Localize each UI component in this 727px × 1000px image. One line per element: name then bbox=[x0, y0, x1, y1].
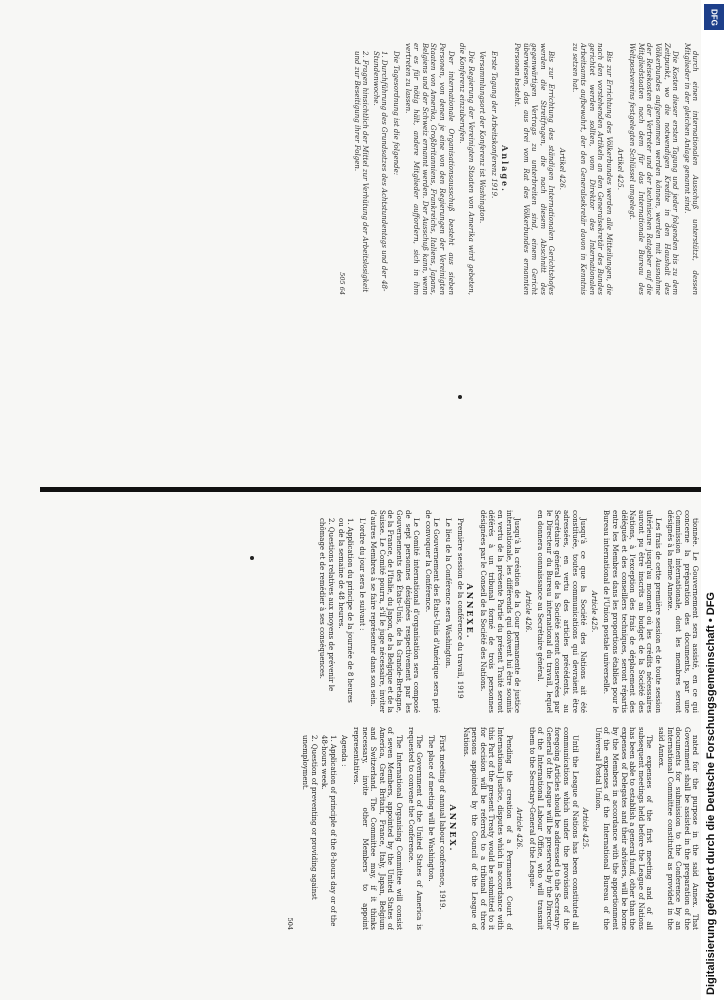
paragraph: Le Gouvernement des États-Unis d'Amérique sera prié de convoquer la Conférence. bbox=[423, 510, 441, 713]
list-item: 2. Question of preventing or providing against unemployment. bbox=[301, 735, 318, 900]
agenda-list bbox=[300, 727, 336, 930]
list-item: 1. Application of principle of the 8-hours day or of the 48-hours week. bbox=[320, 735, 337, 927]
paragraph: Pending the creation of a Permanent Court of International Justice, disputes which in accordance with this Part of the present Treaty would be submitted to it for decision will be referred to a tribunal of three persons appointed by the Council of the League of Nations. bbox=[461, 727, 513, 930]
agenda-list bbox=[352, 43, 388, 295]
paragraph: Jusqu'à la création de la Cour permanente de justice internationale, les différends qui doivent lui être soumis en vertu de la présente Partie du présent Traité seront déférés à un tribunal formé de trois personnes désignées par le Conseil de la Société des Nations. bbox=[478, 510, 522, 713]
paragraph: Jusqu'à ce que la Société des Nations ait été constituée, toutes communications qui devraient être adressées, en vertu des articles précédents, au Secrétaire général de la Société seront conservées par le Directeur du Bureau international du travail, lequel en donnera connaissance au Secrétaire général. bbox=[536, 510, 588, 713]
page-footer-number: 504 bbox=[286, 917, 295, 930]
paragraph: Die Tagesordnung ist die folgende: bbox=[392, 51, 400, 176]
article-heading: Article 425. bbox=[581, 807, 590, 850]
paragraph: The place of meeting will be Washington. bbox=[426, 735, 435, 882]
paragraph: Der internationale Organisationsausschuß besteht aus sieben Personen, von denen je eine von den Regierungen der Vereinigten Staaten von Amerika, Großbritanniens, Frankreichs, Italiens, Japans, Belgiens und der Schweiz ernannt werden. Der Ausschuß kann, wenn er es für nötig hält, andere Mitglieder auffordern, sich in ihm vertreten zu lassen. bbox=[403, 43, 455, 295]
list-item: 2. Questions relatives aux moyens de prévenir le chômage et de remédier à ses conséquences. bbox=[318, 518, 335, 692]
bullet-mark bbox=[458, 395, 462, 399]
annex-heading: ANNEX. bbox=[447, 804, 458, 853]
paragraph: Die Kosten dieser ersten Tagung und jeder folgenden bis zu dem Zeitpunkt, wo die notwendigen Kredite in den Haushalt des Völkerbundes aufgenommen werden können, werden mit Ausnahme der Reisekosten der Vertreter und der technischen Ratgeber auf die Mitgliedstaaten nach dem für das Internationale Bureau des Weltpostvereins festgelegten Schlüssel umgelegt. bbox=[628, 43, 680, 295]
list-item: 1. Application du principe de la journée de 8 heures ou de la semaine de 48 heures. bbox=[337, 518, 355, 703]
paragraph: Première session de la conférence du travail, 1919 bbox=[455, 518, 464, 699]
dfg-sidebar bbox=[701, 0, 727, 1000]
article-heading: Article 426. bbox=[515, 807, 524, 850]
annex-heading: ANNEXE. bbox=[465, 583, 476, 640]
bullet-mark bbox=[250, 556, 254, 560]
paragraph: Les frais de cette première session et de toute session ultérieure jusqu'au moment où les crédits nécessaires auront pu être inscrits au budget de la Société des Nations, à l'exception des frais de déplacement des délégués et des conseillers techniques, seront répartis entre les Membres dans les proportions établies pour le Bureau international de l'Union postale universelle. bbox=[602, 510, 663, 713]
paragraph: Bis zur Errichtung des Völkerbundes werden alle Mitteilungen, die nach den vorstehenden Artikeln an den Generalsekretär des Bundes gerichtet werden sollten, vom Direktor des Internationalen Arbeitsamts aufbewahrt, der den Generalsekretär davon in Kenntnis zu setzen hat. bbox=[570, 43, 614, 295]
column-french bbox=[62, 510, 699, 713]
column-german bbox=[337, 43, 699, 295]
paragraph: tionnée. Le Gouvernement sera assisté, en ce qui concerne la préparation des documents, par une Commission internationale, dont les membres seront désignés à la même Annexe. bbox=[665, 510, 700, 713]
paragraph: nated for the purpose in the said Annex. That Government shall be assisted in the preparation of the documents for submission to the Conference by an International Committee constituted as provided in the said Annex. bbox=[657, 727, 700, 930]
paragraph: The International Organising Committee will consist of seven Members, appointed by the United States of America, Great Britain, France, Italy, Japan, Belgium and Switzerland. The Committee may, if it thinks necessary, invite other Members to appoint representatives. bbox=[352, 727, 403, 930]
paragraph: Bis zur Errichtung des ständigen Internationalen Gerichtshofes werden die Streitfragen, die nach diesem Abschnitt des gegenwärtigen Vertrags zu unterbreiten sind, einem Gericht überwiesen, das aus drei vom Rat des Völkerbundes ernannten Personen besteht. bbox=[513, 43, 556, 295]
dfg-credit-text: Digitalisierung gefördert durch die Deutsche Forschungsgemeinschaft • DFG bbox=[705, 592, 717, 995]
paragraph: Until the League of Nations has been constituted all communications which under the provisions of the foregoing Articles should be addressed to the Secretary-General of the League will be preserved by the Director of the International Labour Office, who will transmit them to the Secretary-General of the League. bbox=[527, 727, 579, 930]
paragraph: Versammlungsort der Konferenz ist Washington. bbox=[478, 51, 487, 224]
paragraph: Agenda : bbox=[340, 735, 349, 767]
list-item: 1. Durchführung des Grundsatzes des Achtstundentags und der 48-Stundenwoche. bbox=[371, 51, 389, 292]
paragraph: First meeting of annual labour conference, 1919. bbox=[438, 735, 447, 910]
page-fr-en bbox=[62, 510, 712, 930]
paragraph: The Government of the United States of America is requested to convene the Conference. bbox=[406, 727, 424, 930]
paragraph: L'ordre du jour sera le suivant : bbox=[357, 518, 366, 631]
paragraph: Erste Tagung der Arbeitskonferenz 1919. bbox=[489, 51, 498, 199]
page-footer-number: 505 64 bbox=[338, 272, 347, 295]
article-heading: Article 425. bbox=[589, 590, 598, 633]
page-gutter-divider bbox=[40, 487, 702, 492]
paragraph: Die Regierung der Vereinigten Staaten von Amerika wird gebeten, die Konferenz einzuberufen. bbox=[458, 43, 475, 295]
column-english bbox=[62, 727, 699, 930]
page-german bbox=[52, 43, 712, 463]
agenda-list bbox=[318, 510, 354, 713]
paragraph: durch einen internationalen Ausschuß unterstützt, dessen Mitglieder in der gleichen Anlage genannt sind. bbox=[682, 43, 700, 295]
annex-heading: Anlage. bbox=[499, 145, 510, 193]
paragraph: Le lieu de la Conférence sera Washington. bbox=[443, 518, 452, 669]
paragraph: The expenses of the first meeting and of all subsequent meetings held before the League of Nations has been able to establish a general fund, other than the expenses of Delegates and their advisers, will be borne by the Members in accordance with the apportionment of the expenses of the International Bureau of the Universal Postal Union. bbox=[593, 727, 654, 930]
list-item: 2. Fragen hinsichtlich der Mittel zur Verhütung der Arbeitslosigkeit und zur Beseitigung ihrer Folgen. bbox=[352, 51, 370, 293]
article-heading: Artikel 426. bbox=[558, 148, 567, 190]
article-heading: Artikel 425. bbox=[615, 148, 624, 190]
paragraph: Le Comité international d'organisation sera composé de sept personnes désignées respectivement par les Gouvernements des États-Unis, de la Grande-Bretagne, de la France, de l'Italie, du Japon, de la Belgique et de la Suisse. Le Comité pourra, s'il le juge nécessaire, inviter d'autres Membres à se faire représenter dans son sein. bbox=[369, 510, 421, 713]
dfg-logo-icon: DFG bbox=[704, 4, 724, 30]
article-heading: Article 426. bbox=[523, 590, 532, 633]
